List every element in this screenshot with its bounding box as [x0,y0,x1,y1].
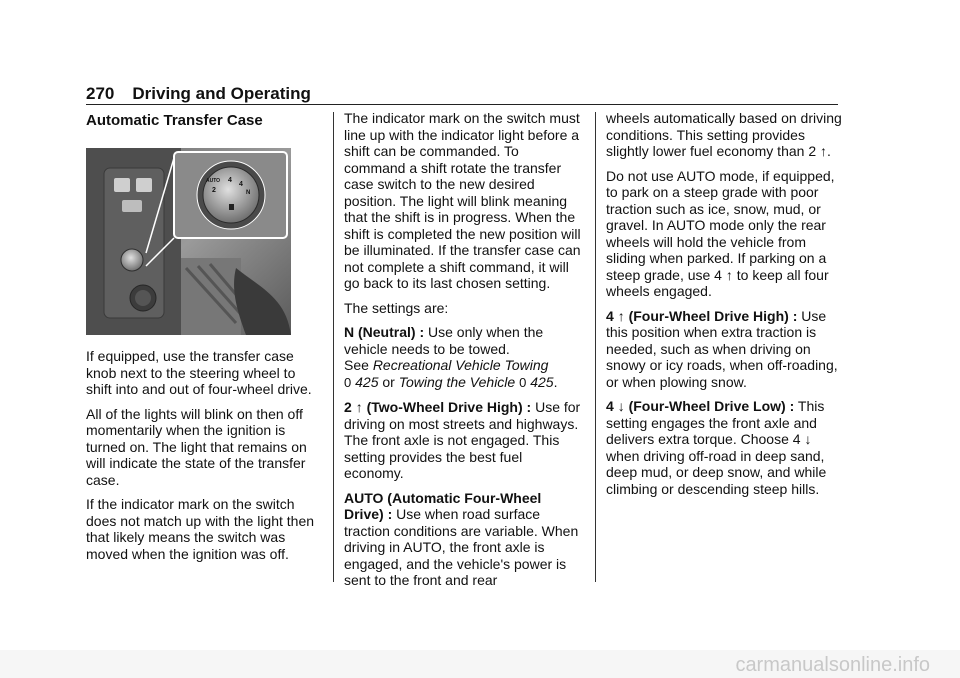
text: Do not use AUTO mode, if equipped, to park on a steep grade with poor traction such as ice, snow, mud, or gravel. In AUTO mode only the rear wheels will hold the vehicle from sliding when parked. If parking on a steep grade, use 4 [606,167,835,283]
auto-text: Use when road surface traction conditions are variable. When driving in AUTO, the front axle is engaged, and the vehicle's power is sent to the front and rear [344,506,579,588]
section-title: Automatic Transfer Case [86,112,263,129]
transfer-case-knob-photo [86,148,291,335]
four-high-text: Use this position when extra traction is needed, such as when driving on snowy or icy roads, when off-roading, or when plowing snow. [606,307,838,390]
two-high-text: Use for driving on most streets and highways. The front axle is not engaged. This setting provides the best fuel economy. [344,399,581,481]
column-2 [344,110,582,597]
paragraph: All of the lights will blink on then off momentarily when the ignition is turned on. The light that remains on will indicate the state of the transfer case. [86,405,307,488]
page-ref-icon: 0 [519,374,527,390]
up-arrow-icon: ↑ [617,307,625,324]
neutral-setting [344,324,582,391]
four-low-label: (Four-Wheel Drive Low) : [628,398,795,414]
dial-label-n: N [246,189,251,196]
two-high-label: (Two-Wheel Drive High) : [366,399,532,415]
two-high-setting [344,399,582,482]
column-1 [86,110,322,570]
paragraph: The indicator mark on the switch must line up with the indicator light before a shift can be commanded. To command a shift rotate the transfer case switch to the new desired position. The light will blink meaning that the shift is in progress. When the shift is completed the new position will be illuminated. If the transfer case can not complete a shift command, it will go back to its last chosen setting. [344,110,581,291]
four-high-setting [606,308,842,391]
dial-label-4-high: 4 [228,176,232,184]
watermark: carmanualsonline.info [735,654,930,676]
ref-page-2[interactable]: 425 [530,373,554,390]
header-rule [86,104,838,105]
up-arrow-icon: ↑ [725,266,733,283]
two-high-number: 2 [344,399,352,415]
four-high-label: (Four-Wheel Drive High) : [628,307,798,324]
up-arrow-icon: ↑ [820,143,827,159]
dial-label-auto: AUTO [206,177,221,184]
or-text: or [382,373,395,390]
down-arrow-icon: ↓ [617,398,625,414]
neutral-text: Use only when the vehicle needs to be towed. [344,324,544,357]
paragraph [606,110,842,160]
up-arrow-icon: ↑ [355,399,363,415]
dial-label-4-low: 4 [239,180,243,188]
auto-setting [344,490,582,589]
period: . [827,143,831,159]
four-low-text: This setting engages the front axle and delivers extra torque. Choose 4 [606,398,825,447]
text: to keep all four wheels engaged. [606,266,829,299]
column-divider-1 [333,112,334,582]
page-ref-icon: 0 [344,374,352,390]
paragraph: If the indicator mark on the switch does not match up with the light then that likely means the switch was moved when the ignition was off. [86,496,315,562]
four-high-number: 4 [606,307,614,324]
four-low-number: 4 [606,398,614,414]
page-header [86,84,311,104]
ref-link-towing-vehicle[interactable]: Towing the Vehicle [398,373,516,390]
down-arrow-icon: ↓ [804,431,812,447]
period: . [553,373,558,390]
see-text: See [344,357,369,373]
paragraph: If equipped, use the transfer case knob next to the steering wheel to shift into and out of four-wheel drive. [86,348,312,397]
ref-link-rv-towing[interactable]: Recreational Vehicle Towing [372,357,549,373]
text: wheels automatically based on driving conditions. This setting provides slightly lower fuel economy than 2 [606,110,842,159]
ref-page-1[interactable]: 425 [355,373,379,390]
page-number: 270 [86,84,115,103]
neutral-label: N (Neutral) : [344,324,425,340]
column-divider-2 [595,112,596,582]
four-low-setting [606,398,842,497]
paragraph: The settings are: [344,299,449,316]
chapter-title: Driving and Operating [132,84,311,103]
column-3 [606,110,842,505]
paragraph [606,168,842,300]
dial-label-2: 2 [212,186,216,194]
auto-label: AUTO (Automatic Four-Wheel Drive) : [344,489,542,522]
four-low-text: when driving off-road in deep sand, deep mud, or deep snow, and while climbing or descending steep hills. [606,447,827,497]
